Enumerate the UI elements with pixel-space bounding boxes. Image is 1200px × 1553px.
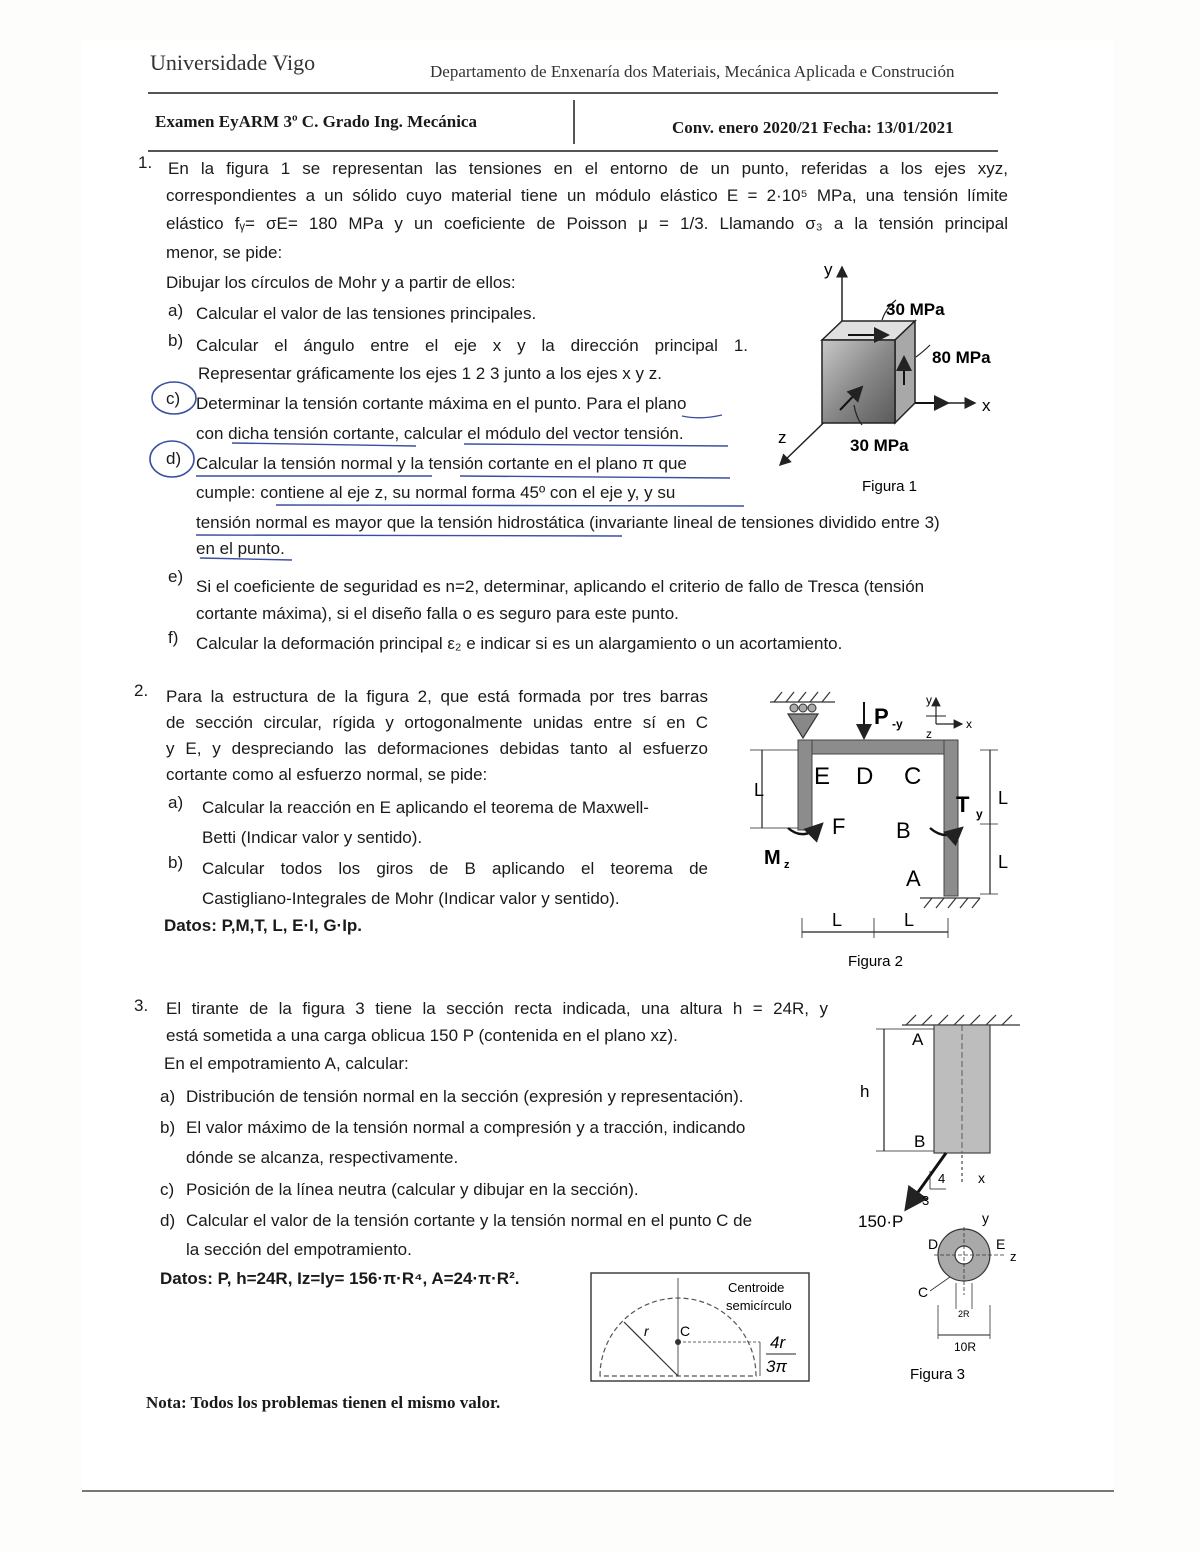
p2-b-line-2: Castigliano-Integrales de Mohr (Indicar valor y sentido).	[202, 889, 620, 908]
p3-b-line-2: dónde se alcanza, respectivamente.	[186, 1148, 459, 1167]
fig2-dim-L-left: L	[754, 780, 765, 800]
p1-d-label: d)	[166, 449, 182, 468]
p2-line-1: Para la estructura de la figura 2, que está formada por tres barras	[166, 687, 708, 706]
p1-f-label: f)	[168, 628, 179, 647]
p3-c-label: c)	[160, 1180, 175, 1199]
problem-1-number: 1.	[138, 153, 153, 172]
p3-line-2: está sometida a una carga oblicua 150 P (contenida en el plano xz).	[166, 1026, 678, 1045]
centroid-point-label: C	[680, 1323, 691, 1339]
p3-b-label: b)	[160, 1118, 176, 1137]
exam-title: Examen EyARM 3º C. Grado Ing. Mecánica	[155, 112, 477, 131]
fig1-stress-30-bottom: 30 MPa	[850, 436, 909, 455]
p2-a-label: a)	[168, 793, 184, 812]
fig1-stress-80: 80 MPa	[932, 348, 991, 367]
fig3-dim-h: h	[860, 1082, 870, 1101]
fig2-axis-x: x	[966, 717, 972, 731]
p1-e-label: e)	[168, 567, 184, 586]
p1-e-line-1: Si el coeficiente de seguridad es n=2, determinar, aplicando el criterio de fallo de Tresca (tensión	[196, 577, 925, 596]
p3-datos: Datos: P, h=24R, Iz=Iy= 156·π·R⁴, A=24·π·R².	[160, 1269, 520, 1288]
fig3-point-E: E	[996, 1236, 1006, 1252]
fig3-dim-10R: 10R	[954, 1340, 977, 1354]
p3-c: Posición de la línea neutra (calcular y dibujar en la sección).	[186, 1180, 639, 1199]
fig2-dim-L-bottom-right: L	[904, 910, 915, 930]
p1-d-line-4: en el punto.	[196, 539, 285, 558]
fig3-axis-x: x	[978, 1170, 985, 1186]
p1-b-line-1: Calcular el ángulo entre el eje x y la dirección principal 1.	[196, 336, 748, 355]
p1-a: Calcular el valor de las tensiones principales.	[196, 304, 537, 323]
p2-a-line-2: Betti (Indicar valor y sentido).	[202, 828, 423, 847]
fig2-label-F: F	[832, 814, 846, 839]
p3-line-1: El tirante de la figura 3 tiene la sección recta indicada, una altura h = 24R, y	[166, 999, 828, 1018]
problem-2-number: 2.	[134, 681, 149, 700]
p2-b-label: b)	[168, 853, 184, 872]
centroid-fraction-denominator: 3π	[766, 1357, 787, 1376]
fig2-caption: Figura 2	[848, 953, 904, 970]
p2-line-3: y E, y despreciando las deformaciones debidas tanto al esfuerzo	[166, 739, 708, 758]
fig1-axis-y: y	[824, 260, 833, 279]
fig2-moment-M: M	[764, 847, 781, 869]
p2-datos: Datos: P,M,T, L, E·I, G·Ip.	[164, 916, 363, 935]
fig1-stress-30-top: 30 MPa	[886, 300, 945, 319]
figure-2-frame-structure	[740, 688, 1030, 978]
circle-mark-c	[152, 382, 196, 414]
exam-date: Conv. enero 2020/21 Fecha: 13/01/2021	[672, 118, 954, 137]
fig3-axis-y: y	[982, 1210, 989, 1226]
fig1-caption: Figura 1	[862, 478, 918, 495]
fig3-point-C: C	[918, 1284, 929, 1300]
circle-mark-d	[150, 441, 194, 477]
fig3-label-B: B	[914, 1132, 926, 1151]
p1-f: Calcular la deformación principal ε₂ e indicar si es un alargamiento o un acortamiento.	[196, 634, 843, 653]
p1-c-label: c)	[166, 389, 181, 408]
fig3-slope-3: 3	[922, 1193, 930, 1208]
fig2-label-E: E	[814, 763, 831, 790]
department-name: Departamento de Enxenaría dos Materiais, Mecánica Aplicada e Construción	[430, 62, 955, 81]
fig3-dim-2R: 2R	[958, 1309, 970, 1319]
p3-d-line-1: Calcular el valor de la tensión cortante y la tensión normal en el punto C de	[186, 1211, 753, 1230]
centroid-fraction-numerator: 4r	[770, 1333, 786, 1352]
p2-a-line-1: Calcular la reacción en E aplicando el teorema de Maxwell-	[202, 798, 649, 817]
p3-a-label: a)	[160, 1087, 176, 1106]
p1-a-label: a)	[168, 301, 184, 320]
centroid-radius-label: r	[644, 1323, 649, 1339]
fig2-label-A: A	[906, 866, 921, 891]
fig3-caption: Figura 3	[910, 1366, 966, 1383]
centroid-title-1: Centroide	[728, 1280, 785, 1295]
fig2-label-C: C	[904, 763, 922, 790]
p1-c-line-2: con dicha tensión cortante, calcular el módulo del vector tensión.	[196, 424, 684, 443]
problem-3-number: 3.	[134, 996, 149, 1015]
fig2-axis-y: y	[926, 693, 932, 707]
p1-line-4: menor, se pide:	[166, 243, 283, 262]
fig1-axis-z: z	[778, 428, 787, 447]
p1-b-line-2: Representar gráficamente los ejes 1 2 3 junto a los ejes x y z.	[198, 364, 662, 383]
fig3-label-A: A	[912, 1030, 924, 1049]
p2-b-line-1: Calcular todos los giros de B aplicando el teorema de	[202, 859, 708, 878]
fig3-axis-z: z	[1010, 1249, 1017, 1264]
fig2-label-D: D	[856, 763, 874, 790]
fig3-load: 150·P	[858, 1212, 904, 1231]
p1-c-line-1: Determinar la tensión cortante máxima en el punto. Para el plano	[196, 394, 687, 413]
p1-line-2: correspondientes a un sólido cuyo material tiene un módulo elástico E = 2·10⁵ MPa, una tensión límite	[166, 186, 1008, 205]
figure-3-tie-rod	[850, 1005, 1030, 1385]
p2-line-2: de sección circular, rígida y ortogonalmente unidas entre sí en C	[166, 713, 708, 732]
p1-d-line-2: cumple: contiene al eje z, su normal forma 45º con el eje y, y su	[196, 483, 676, 502]
fig3-slope-4: 4	[938, 1171, 946, 1186]
fig3-point-D: D	[928, 1236, 939, 1252]
semicircle-centroid-box	[590, 1272, 812, 1384]
figure-1-stress-cube	[770, 255, 1030, 505]
p1-line-3: elástico fᵧ= σE= 180 MPa y un coeficiente de Poisson μ = 1/3. Llamando σ₃ a la tensión principal	[166, 214, 1008, 233]
fig2-dim-L-upper-right: L	[998, 788, 1009, 808]
fig2-torque-T-subscript: y	[976, 807, 983, 821]
fig2-dim-L-lower-right: L	[998, 852, 1009, 872]
p1-line-5: Dibujar los círculos de Mohr y a partir de ellos:	[166, 273, 516, 292]
fig2-axis-z: z	[926, 727, 932, 741]
university-logo: Universidade Vigo	[150, 50, 316, 75]
p3-a: Distribución de tensión normal en la sección (expresión y representación).	[186, 1087, 744, 1106]
fig2-dim-L-bottom-left: L	[832, 910, 843, 930]
fig2-torque-T: T	[956, 792, 970, 817]
p1-d-line-1: Calcular la tensión normal y la tensión cortante en el plano π que	[196, 454, 687, 473]
fig2-label-B: B	[896, 818, 911, 843]
fig2-load-P-subscript: -y	[892, 717, 903, 731]
p3-line-3: En el empotramiento A, calcular:	[164, 1054, 409, 1073]
fig2-load-P: P	[874, 704, 889, 729]
p2-line-4: cortante como al esfuerzo normal, se pide:	[166, 765, 488, 784]
footer-note: Nota: Todos los problemas tienen el mismo valor.	[146, 1393, 501, 1412]
p3-d-label: d)	[160, 1211, 176, 1230]
p1-d-line-3: tensión normal es mayor que la tensión hidrostática (invariante lineal de tensiones dividido entre 3)	[196, 513, 940, 532]
p1-b-label: b)	[168, 331, 184, 350]
fig1-axis-x: x	[982, 396, 991, 415]
p1-line-1: En la figura 1 se representan las tensiones en el entorno de un punto, referidas a los ejes xyz,	[168, 159, 1008, 178]
fig2-moment-M-subscript: z	[784, 859, 790, 871]
centroid-title-2: semicírculo	[726, 1298, 792, 1313]
p3-d-line-2: la sección del empotramiento.	[186, 1240, 412, 1259]
p3-b-line-1: El valor máximo de la tensión normal a compresión y a tracción, indicando	[186, 1118, 746, 1137]
p1-e-line-2: cortante máxima), si el diseño falla o es seguro para este punto.	[196, 604, 679, 623]
